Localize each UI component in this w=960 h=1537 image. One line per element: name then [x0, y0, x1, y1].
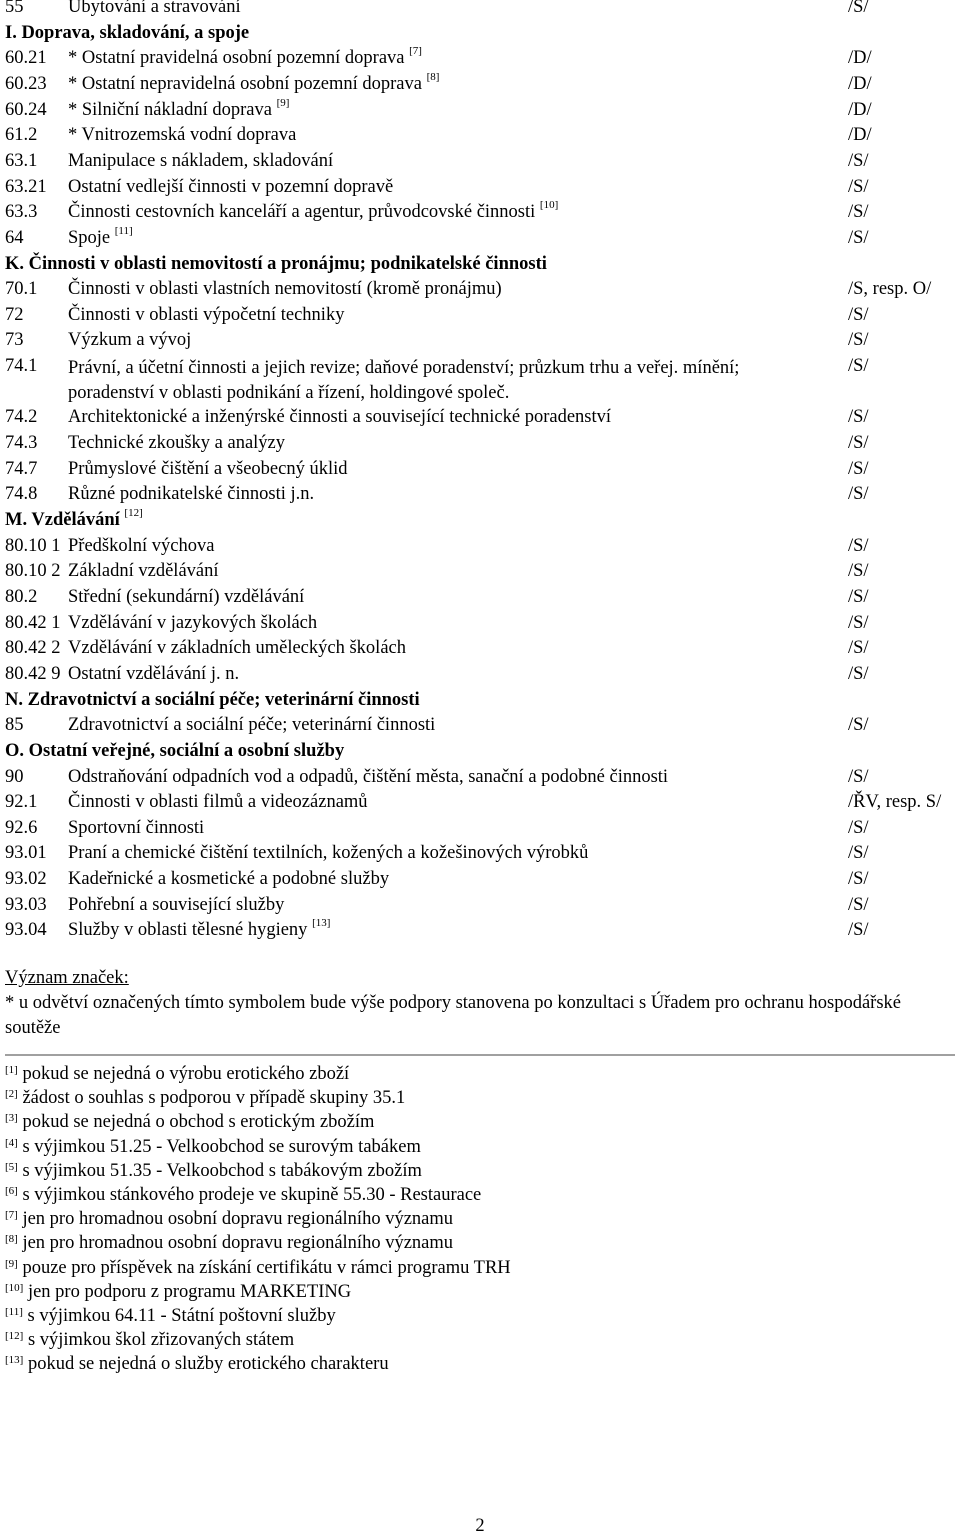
footnote-number: [2]	[5, 1088, 18, 1101]
activity-description	[68, 356, 739, 406]
activity-code: 74.1	[5, 356, 38, 377]
footnote	[5, 1306, 955, 1330]
activity-description-text: Manipulace s nákladem, skladování	[68, 150, 334, 171]
activity-description	[68, 305, 344, 326]
footnote	[5, 1282, 955, 1306]
footnote	[5, 1112, 955, 1136]
footnote-number: [10]	[5, 1281, 24, 1294]
activity-description-text: Odstraňování odpadních vod a odpadů, čištění města, sanační a podobné činnosti	[68, 766, 669, 787]
footnote-number: [13]	[5, 1354, 24, 1367]
table-row	[5, 224, 955, 252]
activity-description	[68, 45, 422, 69]
table-row	[5, 818, 955, 842]
activity-description-text: Praní a chemické čištění textilních, kožených a kožešinových výrobků	[68, 843, 589, 864]
table-row	[5, 459, 955, 483]
page-number: 2	[475, 1516, 485, 1536]
activity-code: 80.42 2	[5, 638, 61, 659]
activity-description	[68, 125, 296, 146]
table-row	[5, 895, 955, 919]
support-status: /S/	[848, 484, 869, 505]
footnotes-list	[5, 1064, 955, 1378]
activity-description-text: Technické zkoušky a analýzy	[68, 433, 286, 454]
table-row	[5, 199, 955, 226]
footnote-number: [6]	[5, 1184, 18, 1197]
activity-code: 92.1	[5, 792, 38, 813]
table-row	[5, 484, 955, 508]
footnote-text: pokud se nejedná o výrobu erotického zboží	[22, 1064, 350, 1084]
activity-code: 93.03	[5, 894, 47, 915]
activity-description	[68, 536, 214, 557]
activity-description	[68, 433, 285, 454]
activity-description-text: Pohřební a související služby	[68, 894, 285, 915]
activity-code: 85	[5, 715, 24, 736]
table-row	[5, 536, 955, 560]
footnote-text: pouze pro příspěvek na získání certifikátu v rámci programu TRH	[22, 1257, 511, 1278]
table-row	[5, 151, 955, 175]
table-row	[5, 0, 955, 21]
support-status: /D/	[848, 48, 872, 69]
activity-code: 80.10 2	[5, 561, 61, 582]
footnote-text: s výjimkou 51.25 - Velkoobchod se surovým tabákem	[22, 1136, 421, 1157]
section-heading-wrapper	[5, 507, 143, 531]
support-status: /S/	[848, 202, 869, 223]
support-status: /S/	[848, 176, 869, 197]
activity-code: 61.2	[5, 125, 38, 146]
table-row	[5, 561, 955, 585]
activity-description	[68, 407, 611, 428]
table-row	[5, 407, 955, 431]
activity-description	[68, 843, 588, 864]
section-heading	[5, 741, 955, 765]
footnote	[5, 1161, 955, 1185]
support-status: /S/	[848, 817, 869, 838]
activity-description-text: Sportovní činnosti	[68, 817, 205, 838]
activity-description-text: Ostatní vedlejší činnosti v pozemní dopravě	[68, 176, 394, 197]
activity-description-text: Vzdělávání v jazykových školách	[68, 612, 318, 633]
table-row	[5, 613, 955, 637]
activity-description-text: Střední (sekundární) vzdělávání	[68, 586, 305, 607]
table-row	[5, 715, 955, 739]
table-row	[5, 279, 955, 303]
table-row	[5, 330, 955, 354]
activity-description	[68, 70, 440, 95]
activity-code: 80.42 1	[5, 612, 61, 633]
footnote-text: jen pro hromadnou osobní dopravu regionálního významu	[22, 1209, 454, 1230]
activity-description-text: Činnosti v oblasti filmů a videozáznamů	[68, 792, 368, 813]
footnote-text: jen pro hromadnou osobní dopravu regionálního významu	[22, 1233, 454, 1254]
footnote-text: s výjimkou 64.11 - Státní poštovní služby	[27, 1305, 336, 1326]
support-status: /S/	[848, 612, 869, 633]
legend-title: Význam značek:	[5, 968, 129, 988]
activity-description	[68, 767, 668, 788]
activity-description	[68, 664, 239, 685]
activity-description-text: Zdravotnictví a sociální péče; veterinární činnosti	[68, 715, 436, 736]
footnote-number: [12]	[5, 1330, 24, 1343]
footnote-text: pokud se nejedná o služby erotického charakteru	[27, 1354, 389, 1375]
section-heading-title: O. Ostatní veřejné, sociální a osobní služby	[5, 740, 345, 761]
footnote-number: [4]	[5, 1136, 18, 1149]
footnote-number: [3]	[5, 1112, 18, 1125]
footnote	[5, 1137, 955, 1161]
activity-code: 74.7	[5, 458, 38, 479]
footnote	[5, 1354, 955, 1378]
activity-description	[68, 895, 284, 916]
activity-description	[68, 715, 435, 736]
footnote-ref: [13]	[312, 917, 331, 930]
section-heading-title: M. Vzdělávání	[5, 510, 120, 530]
section-heading-title: N. Zdravotnictví a sociální péče; veterinární činnosti	[5, 689, 420, 710]
legend	[5, 966, 955, 1041]
activity-description	[68, 330, 191, 351]
support-status: /S/	[848, 638, 869, 659]
activity-description-text: * Silniční nákladní doprava	[68, 99, 272, 120]
support-status: /D/	[848, 125, 872, 146]
section-heading	[5, 254, 955, 278]
activity-description	[68, 224, 133, 249]
activity-code: 63.21	[5, 176, 47, 197]
activity-description	[68, 279, 502, 300]
activity-code: 73	[5, 330, 24, 351]
activity-description-text: Architektonické a inženýrské činnosti a související technické poradenství	[68, 407, 612, 428]
table-row	[5, 177, 955, 201]
support-status: /S/	[848, 356, 869, 377]
activity-description	[68, 587, 304, 608]
activity-description-text: * Ostatní nepravidelná osobní pozemní doprava	[68, 73, 422, 94]
support-status: /S/	[848, 920, 869, 941]
support-status: /S/	[848, 227, 869, 248]
legend-text: * u odvětví označených tímto symbolem bude výše podpory stanovena po konzultaci s Úřadem pro ochranu hospodářské soutěže	[5, 993, 902, 1038]
activity-description-text: Činnosti v oblasti vlastních nemovitostí (kromě pronájmu)	[68, 279, 502, 300]
activity-description-text: Činnosti cestovních kanceláří a agentur, průvodcovské činnosti	[68, 202, 536, 223]
activity-description	[68, 869, 389, 890]
support-status: /ŘV, resp. S/	[848, 792, 942, 813]
activity-description	[68, 96, 290, 121]
table-row	[5, 305, 955, 329]
activity-code: 60.24	[5, 99, 47, 120]
activity-description	[68, 613, 317, 634]
table-row	[5, 356, 955, 404]
footnote	[5, 1064, 955, 1088]
footnote-number: [7]	[5, 1209, 18, 1222]
activity-description	[68, 199, 559, 223]
support-status: /S/	[848, 561, 869, 582]
activity-code: 64	[5, 227, 24, 248]
table-row	[5, 125, 955, 149]
activity-code: 60.21	[5, 48, 47, 69]
support-status: /S/	[848, 330, 869, 351]
footnote-ref: [10]	[539, 199, 559, 212]
footnote-text: pokud se nejedná o obchod s erotickým zbožím	[22, 1112, 375, 1133]
activity-code: 93.01	[5, 843, 47, 864]
activity-code: 74.8	[5, 484, 38, 505]
activity-code: 93.04	[5, 920, 47, 941]
activity-description	[68, 917, 331, 941]
footnote-number: [11]	[5, 1305, 23, 1318]
activity-description	[68, 151, 333, 172]
activity-code: 63.3	[5, 202, 38, 223]
footnote-ref: [9]	[276, 96, 290, 109]
support-status: /S/	[848, 869, 869, 890]
support-status: /S/	[848, 150, 869, 171]
activity-code: 74.3	[5, 433, 38, 454]
table-row	[5, 45, 955, 72]
activity-description	[68, 561, 219, 582]
support-status: /S/	[848, 304, 869, 325]
table-row	[5, 664, 955, 688]
support-status: /S/	[848, 433, 869, 454]
table-row	[5, 767, 955, 791]
activity-code: 72	[5, 304, 24, 325]
support-status: /S/	[848, 715, 869, 736]
table-row	[5, 638, 955, 662]
footnote	[5, 1088, 955, 1112]
section-heading-title: K. Činnosti v oblasti nemovitostí a pronájmu; podnikatelské činnosti	[5, 253, 547, 274]
activity-description-text: * Vnitrozemská vodní doprava	[68, 125, 297, 146]
section-heading	[5, 23, 955, 47]
activity-description-text: Ostatní vzdělávání j. n.	[68, 663, 240, 684]
activity-code: 92.6	[5, 817, 38, 838]
support-status: /S/	[848, 0, 869, 17]
activity-description-text: Spoje	[68, 227, 111, 248]
footnote-ref: [12]	[124, 507, 143, 519]
activity-description-text: Různé podnikatelské činnosti j.n.	[68, 484, 315, 505]
activity-description	[68, 638, 406, 659]
table-row	[5, 587, 955, 611]
support-status: /D/	[848, 73, 872, 94]
support-status: /S, resp. O/	[848, 279, 932, 300]
activity-code: 74.2	[5, 407, 38, 428]
table-row	[5, 433, 955, 457]
table-row	[5, 70, 955, 98]
activity-description	[68, 459, 348, 480]
table-row	[5, 792, 955, 816]
table-row	[5, 869, 955, 893]
activity-description-text: * Ostatní pravidelná osobní pozemní doprava	[68, 48, 405, 69]
activity-code: 80.10 1	[5, 535, 61, 556]
activity-description-text: Vzdělávání v základních uměleckých školách	[68, 638, 406, 659]
footnote-text: s výjimkou škol zřizovaných státem	[27, 1330, 295, 1351]
footnote-number: [5]	[5, 1160, 18, 1173]
activity-code: 80.42 9	[5, 663, 61, 684]
activity-description-text: Základní vzdělávání	[68, 561, 219, 582]
section-heading-title: I. Doprava, skladování, a spoje	[5, 22, 250, 43]
footnote	[5, 1185, 955, 1209]
activity-description-text: Právní, a účetní činnosti a jejich revize; daňové poradenství; průzkum trhu a veřej. mínění;	[68, 358, 740, 379]
footnote-text: žádost o souhlas s podporou v případě skupiny 35.1	[22, 1088, 406, 1109]
support-status: /D/	[848, 99, 872, 120]
support-status: /S/	[848, 766, 869, 787]
footnote-number: [8]	[5, 1233, 18, 1246]
support-status: /S/	[848, 586, 869, 607]
table-row	[5, 843, 955, 867]
support-status: /S/	[848, 535, 869, 556]
activity-description-text: Činnosti v oblasti výpočetní techniky	[68, 304, 345, 325]
support-status: /S/	[848, 843, 869, 864]
activity-code: 90	[5, 766, 24, 787]
activity-description-text: Ubytování a stravování	[68, 0, 241, 17]
footnote	[5, 1258, 955, 1282]
activity-description-continued: poradenství v oblasti podnikání a řízení, holdingové společ.	[68, 383, 510, 404]
footnote-text: s výjimkou stánkového prodeje ve skupině 55.30 - Restaurace	[22, 1184, 482, 1205]
activity-code: 93.02	[5, 869, 47, 890]
section-heading	[5, 507, 955, 534]
activity-description-text: Předškolní výchova	[68, 535, 215, 556]
activity-description	[68, 177, 393, 198]
footnote-text: s výjimkou 51.35 - Velkoobchod s tabákovým zbožím	[22, 1160, 422, 1181]
footnote-ref: [11]	[114, 224, 133, 237]
activity-description-text: Služby v oblasti tělesné hygieny	[68, 920, 308, 941]
table-row	[5, 96, 955, 124]
activity-description-text: Průmyslové čištění a všeobecný úklid	[68, 458, 348, 479]
support-status: /S/	[848, 663, 869, 684]
table-row	[5, 917, 955, 944]
support-status: /S/	[848, 894, 869, 915]
activity-code: 55	[5, 0, 24, 17]
footnote	[5, 1233, 955, 1257]
activity-code: 60.23	[5, 73, 47, 94]
support-status: /S/	[848, 407, 869, 428]
activity-code: 70.1	[5, 279, 38, 300]
support-status: /S/	[848, 458, 869, 479]
activity-code: 63.1	[5, 150, 38, 171]
footnote-text: jen pro podporu z programu MARKETING	[27, 1281, 352, 1302]
footnote-number: [1]	[5, 1064, 18, 1076]
activity-description	[68, 484, 314, 505]
activity-description-text: Výzkum a vývoj	[68, 330, 192, 351]
footnote-divider	[5, 1054, 955, 1056]
activity-code: 80.2	[5, 586, 38, 607]
footnote	[5, 1209, 955, 1233]
activity-description	[68, 818, 204, 839]
footnote-number: [9]	[5, 1257, 18, 1270]
activity-description	[68, 0, 241, 18]
section-heading	[5, 690, 955, 714]
activity-description	[68, 792, 368, 813]
footnote-ref: [7]	[409, 45, 422, 58]
footnote-ref: [8]	[426, 70, 440, 83]
footnote	[5, 1330, 955, 1354]
activity-description-text: Kadeřnické a kosmetické a podobné služby	[68, 869, 390, 890]
